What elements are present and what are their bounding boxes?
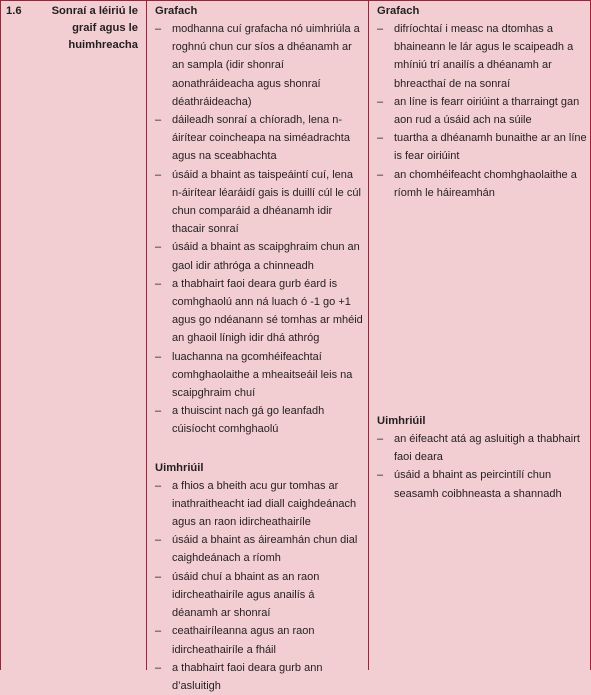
list-item-text: úsáid a bhaint as áireamhán chun dial caighdeánach a ríomh: [172, 534, 358, 565]
list-item: [148, 238, 363, 274]
list-item: [370, 430, 588, 466]
list-item: [148, 622, 363, 658]
list-item: [148, 348, 363, 403]
list-item-text: difríochtaí i measc na dtomhas a bhaineann le lár agus le scaipeadh a mhíniú trí anailís a dhéanamh ar bhreacthaí de na sonraí: [394, 23, 574, 90]
list-item-text: tuartha a dhéanamh bunaithe ar an líne is fear oiriúint: [394, 132, 587, 163]
outcome-list-numerical: [148, 477, 363, 695]
list-item: [370, 20, 588, 93]
list-item: [148, 111, 363, 166]
list-item: [148, 402, 363, 438]
list-item: [148, 166, 363, 239]
dash-marker: –: [377, 23, 384, 35]
list-item-text: ceathairíleanna agus an raon idircheathairíle a fháil: [172, 625, 315, 656]
column-divider-2: [368, 0, 369, 670]
outcome-list-graphical: [148, 20, 363, 439]
dash-marker: –: [377, 469, 384, 482]
dash-marker: –: [155, 570, 162, 583]
section-title-graphical-hl: Grafach: [377, 5, 420, 17]
dash-marker: –: [155, 405, 162, 418]
list-item-text: úsáid a bhaint as taispeáintí cuí, lena n-áirítear léaráidí gais is duillí cúl le cúl chun comparáid a dhéanamh idir thacair sonraí: [172, 168, 361, 236]
list-item-text: a thabhairt faoi deara gurb ann d’asluitigh: [172, 661, 323, 692]
section-title-graphical: Grafach: [155, 5, 198, 17]
list-item: [370, 129, 588, 165]
list-item-text: an chomhéifeacht chomhghaolaithe a ríomh le háireamhán: [394, 168, 577, 199]
list-item-text: úsáid chuí a bhaint as an raon idircheathairíle agus anailís á déanamh ar shonraí: [172, 570, 320, 620]
list-item-text: luachanna na gcomhéifeachtaí comhghaolaithe a mheaitseáil leis na scaipghraim chuí: [172, 350, 353, 400]
outcome-list-numerical-hl: [370, 430, 588, 503]
dash-marker: –: [377, 433, 384, 446]
list-item-text: a fhios a bheith acu gur tomhas ar inathraitheacht iad diall caighdeánach agus an raon idircheathairíle: [172, 479, 357, 529]
dash-marker: –: [377, 168, 384, 181]
list-item-text: a thabhairt faoi deara gurb éard is comhghaolú ann ná luach ó -1 go +1 agus go ndéanann sé tomhas ar mhéid an ghaoil línigh idir dhá athróg: [172, 277, 363, 345]
dash-marker: –: [155, 168, 162, 181]
section-title-numerical: Uimhriúil: [155, 461, 204, 474]
list-item: [370, 466, 588, 502]
dash-marker: –: [377, 132, 384, 145]
list-item: [148, 531, 363, 567]
list-item: [148, 20, 363, 111]
outcome-list-graphical-hl: [370, 20, 588, 202]
dash-marker: –: [155, 479, 162, 492]
list-item-text: a thuiscint nach gá go leanfadh cúisíocht comhghaolú: [172, 405, 325, 436]
dash-marker: –: [377, 95, 384, 108]
topic-cell: [0, 0, 141, 670]
dash-marker: –: [155, 241, 162, 254]
list-item-text: úsáid a bhaint as peircintílí chun seasamh coibhneasta a shannadh: [394, 469, 562, 500]
dash-marker: –: [155, 277, 162, 290]
dash-marker: –: [155, 661, 162, 674]
dash-marker: –: [155, 114, 162, 127]
topic-number: 1.6: [6, 5, 22, 17]
list-item: [148, 568, 363, 623]
dash-marker: –: [155, 350, 162, 363]
list-item-text: an éifeacht atá ag asluitigh a thabhairt faoi deara: [394, 433, 580, 464]
list-item: [148, 275, 363, 348]
list-item: [148, 659, 363, 695]
section-title-numerical-hl: Uimhriúil: [377, 415, 426, 428]
list-item: [370, 93, 588, 129]
list-item-text: an líne is fearr oiriúint a tharraingt gan aon rud a úsáid ach na súile: [394, 95, 580, 127]
dash-marker: –: [155, 534, 162, 547]
list-item-text: dáileadh sonraí a chíoradh, lena n-áirítear coincheapa na siméadrachta agus na sceabhachta: [172, 114, 350, 163]
learning-outcomes-column: [148, 0, 363, 695]
list-item: [148, 477, 363, 532]
topic-title: Sonraí a léiriú le graif agus le huimhreacha: [51, 5, 138, 51]
list-item-text: úsáid a bhaint as scaipghraim chun an gaol idir athróga a chinneadh: [172, 241, 360, 272]
column-divider-1: [146, 0, 147, 670]
list-item: [370, 166, 588, 202]
list-item-text: modhanna cuí grafacha nó uimhriúla a roghnú chun cur síos a dhéanamh ar an sampla (idir shonraí aonathráideacha agus shonraí déathráideacha): [172, 23, 360, 108]
higher-level-column: [370, 0, 588, 503]
dash-marker: –: [155, 23, 162, 35]
dash-marker: –: [155, 625, 162, 638]
topic-heading: [6, 3, 141, 54]
